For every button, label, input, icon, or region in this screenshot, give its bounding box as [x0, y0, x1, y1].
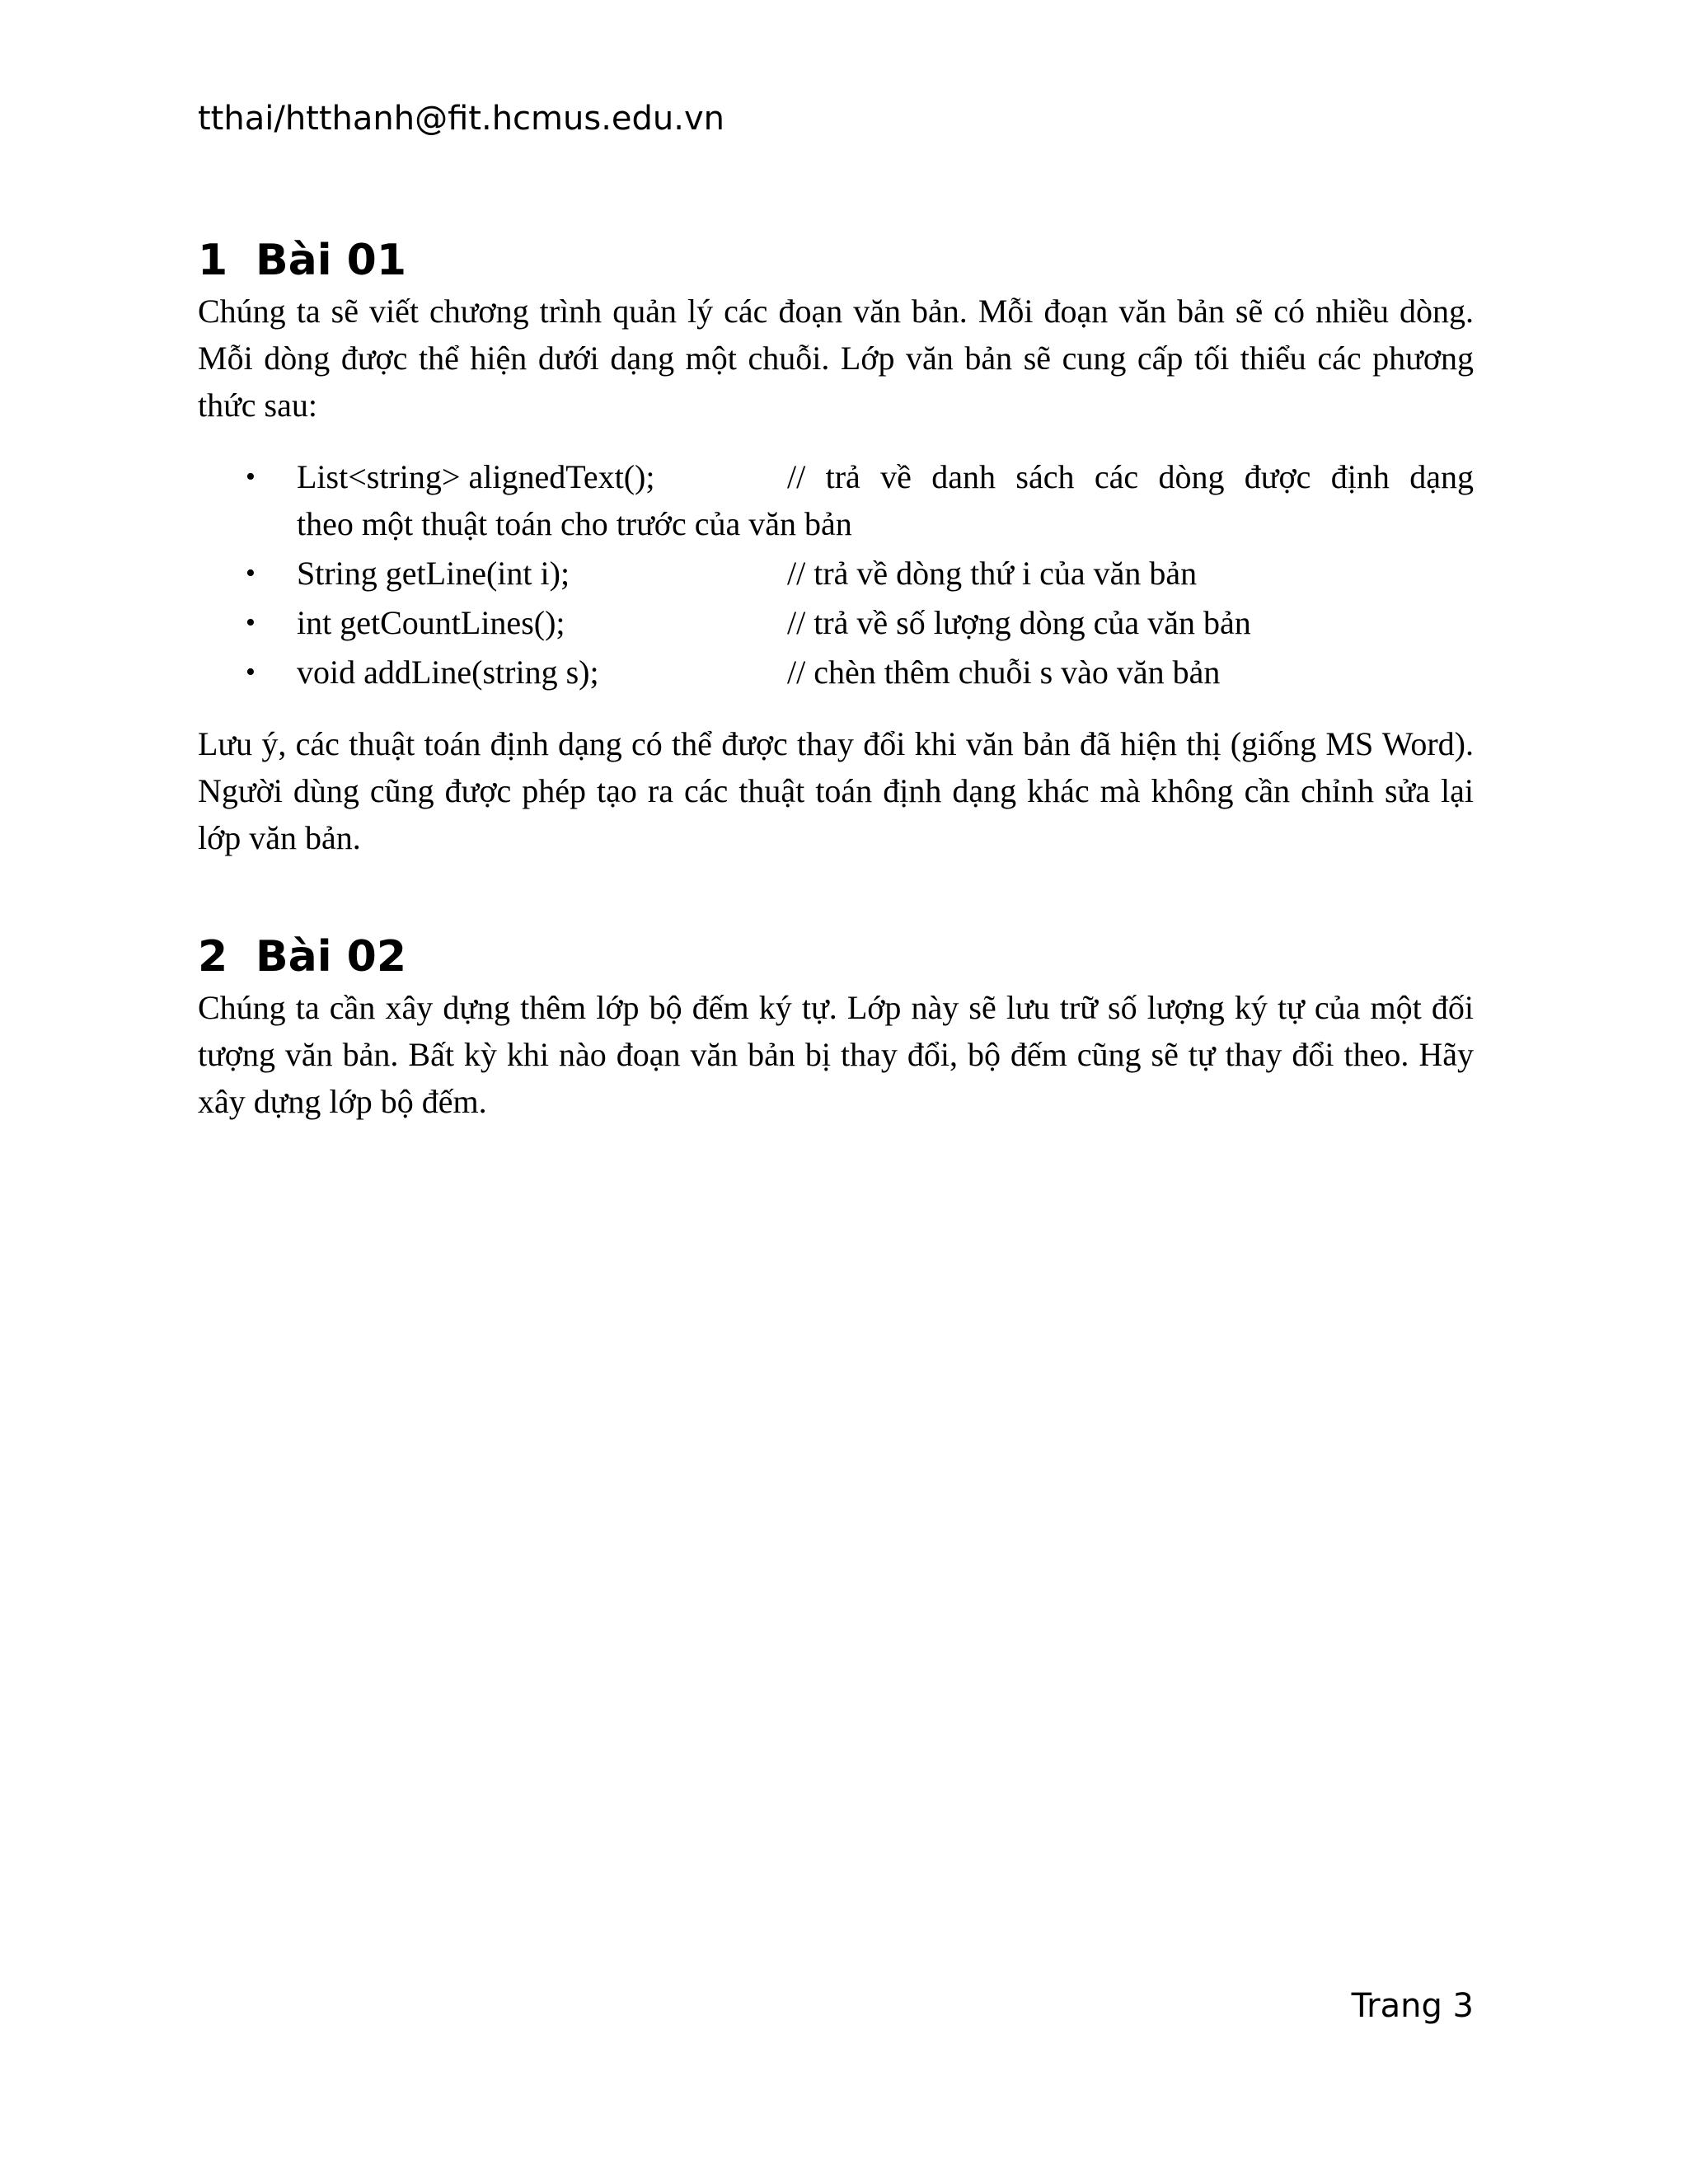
method-comment: // chèn thêm chuỗi s vào văn bản	[787, 654, 1221, 691]
method-comment: // trả về danh sách các dòng được định dạng	[787, 458, 1474, 495]
method-item	[198, 550, 1474, 597]
method-item	[198, 453, 1474, 547]
method-item	[198, 649, 1474, 696]
section-heading-1	[198, 235, 1474, 286]
method-signature: List<string> alignedText();	[297, 458, 655, 495]
bullet-icon: •	[246, 607, 256, 638]
section-title: Bài 02	[256, 932, 407, 982]
method-signature: int getCountLines();	[297, 604, 565, 641]
bullet-icon: •	[246, 558, 256, 588]
method-signature: void addLine(string s);	[297, 654, 599, 691]
method-list	[198, 453, 1474, 696]
document-content	[198, 235, 1474, 1125]
section-2-intro: Chúng ta cần xây dựng thêm lớp bộ đếm ký tự. Lớp này sẽ lưu trữ số lượng ký tự của một đối tượng văn bản. Bất kỳ khi nào đoạn văn bản bị thay đổi, bộ đếm cũng sẽ tự thay đổi theo. Hãy xây dựng lớp bộ đếm.	[198, 989, 1474, 1120]
section-number: 1	[198, 236, 228, 285]
section-number: 2	[198, 932, 228, 982]
section-title: Bài 01	[256, 236, 407, 285]
method-comment: // trả về dòng thứ i của văn bản	[787, 555, 1198, 592]
section-1-note: Lưu ý, các thuật toán định dạng có thể được thay đổi khi văn bản đã hiện thị (giống MS Word). Người dùng cũng được phép tạo ra các thuật toán định dạng khác mà không cần chỉnh sửa lại lớp văn bản.	[198, 725, 1474, 856]
method-comment: // trả về số lượng dòng của văn bản	[787, 604, 1251, 641]
method-comment-continuation: theo một thuật toán cho trước của văn bản	[297, 505, 852, 542]
header-email: tthai/htthanh@fit.hcmus.edu.vn	[198, 100, 725, 138]
section-1-intro: Chúng ta sẽ viết chương trình quản lý các đoạn văn bản. Mỗi đoạn văn bản sẽ có nhiều dòng. Mỗi dòng được thể hiện dưới dạng một chuỗi. Lớp văn bản sẽ cung cấp tối thiểu các phương thức sau:	[198, 293, 1474, 424]
page-number: Trang 3	[1351, 1987, 1474, 2025]
method-item	[198, 599, 1474, 646]
method-signature: String getLine(int i);	[297, 555, 570, 592]
section-heading-2	[198, 931, 1474, 982]
bullet-icon: •	[246, 462, 256, 492]
bullet-icon: •	[246, 657, 256, 687]
section-spacer	[198, 861, 1474, 931]
